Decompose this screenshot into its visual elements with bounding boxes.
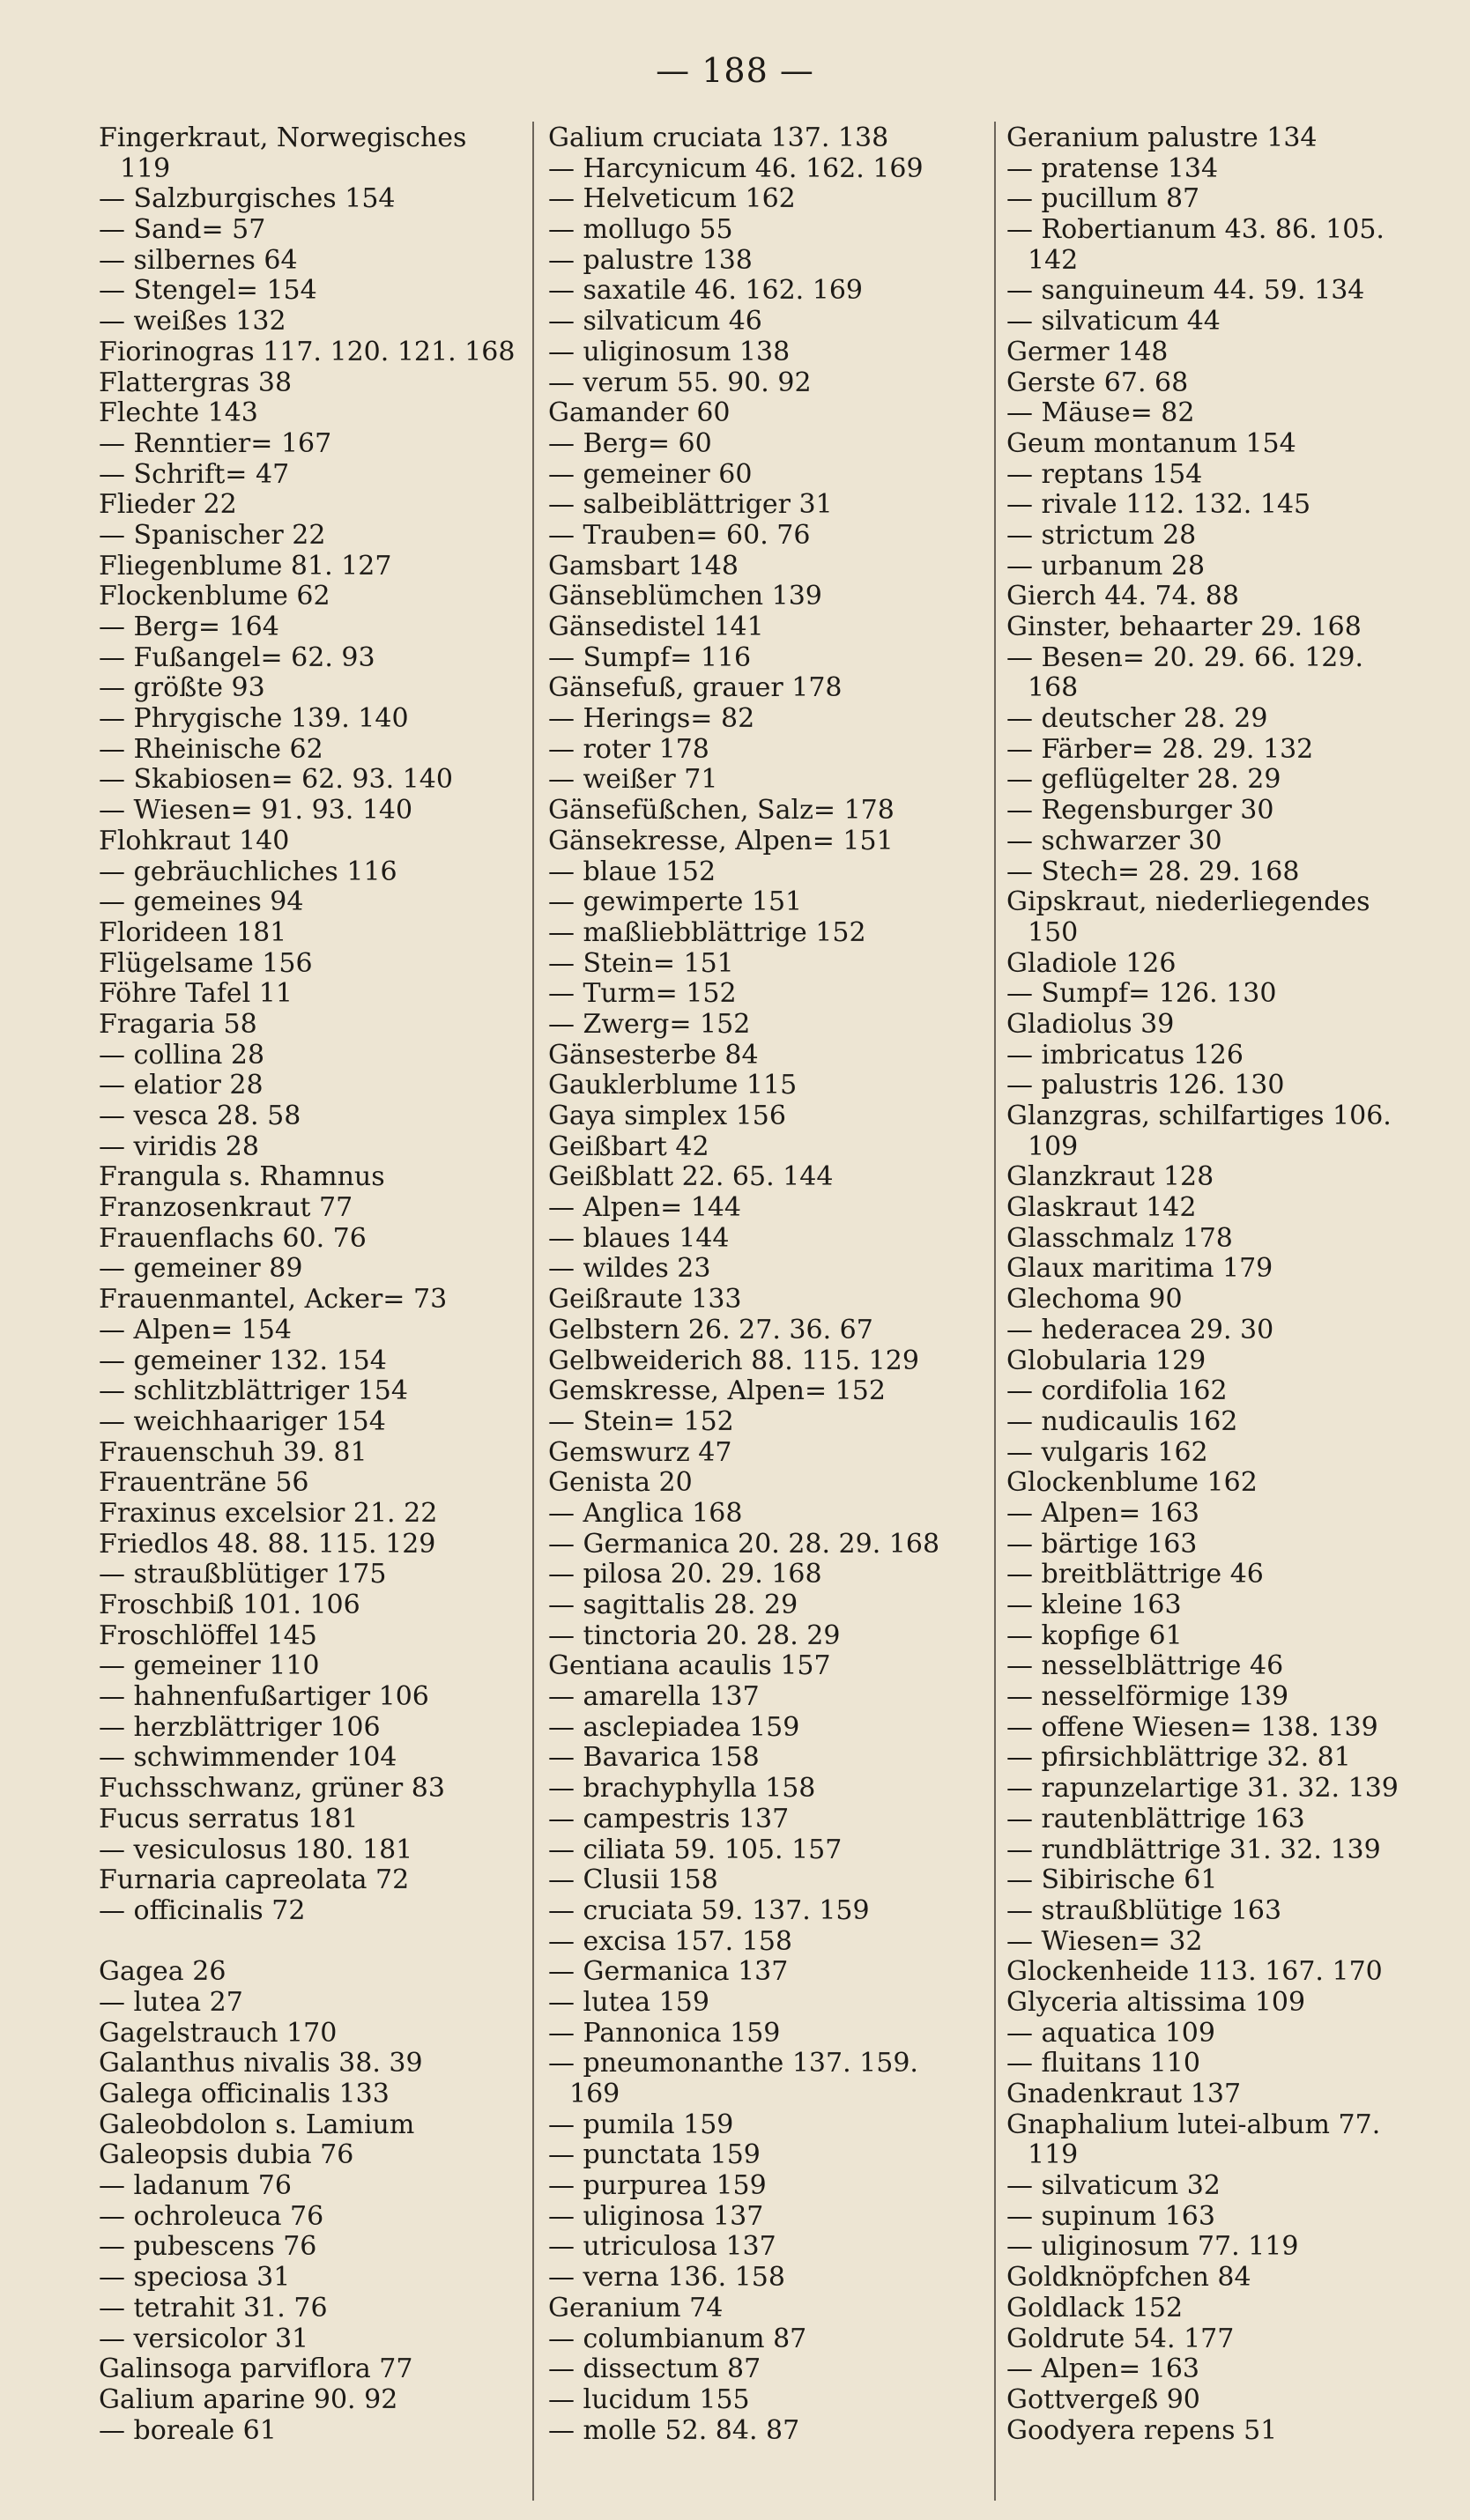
index-entry: — lutea 159 (548, 1986, 709, 2018)
index-entry: — blaue 152 (548, 856, 716, 887)
index-entry: Glyceria altissima 109 (1006, 1986, 1306, 2018)
index-entry: — asclepiadea 159 (548, 1711, 800, 1743)
index-entry: — uliginosum 77. 119 (1006, 2231, 1299, 2263)
index-entry: — lutea 27 (99, 1986, 243, 2018)
index-entry: 142 (1028, 244, 1079, 276)
index-entry: — Färber= 28. 29. 132 (1006, 733, 1314, 765)
index-entry: — Anglica 168 (548, 1497, 743, 1529)
index-entry: — gewimperte 151 (548, 886, 803, 918)
index-entry: — vesiculosus 180. 181 (99, 1834, 413, 1865)
index-entry: — versicolor 31 (99, 2323, 309, 2354)
index-entry: Glanzkraut 128 (1006, 1161, 1214, 1193)
index-entry: — Wiesen= 32 (1006, 1925, 1203, 1957)
index-entry: — deutscher 28. 29 (1006, 703, 1268, 735)
index-entry: — wildes 23 (548, 1253, 711, 1285)
index-entry: — verum 55. 90. 92 (548, 367, 812, 398)
index-entry: Goodyera repens 51 (1006, 2414, 1278, 2446)
index-entry: — pubescens 76 (99, 2231, 317, 2263)
index-entry: 168 (1028, 672, 1079, 704)
index-entry: — Helveticum 162 (548, 183, 796, 215)
index-entry: — Berg= 164 (99, 611, 279, 642)
index-entry: — Stengel= 154 (99, 275, 317, 307)
index-entry: Glechoma 90 (1006, 1284, 1183, 1316)
index-entry: — gebräuchliches 116 (99, 856, 397, 887)
index-entry: Frangula s. Rhamnus (99, 1161, 385, 1193)
index-entry: — Mäuse= 82 (1006, 397, 1195, 429)
index-entry: — silvaticum 46 (548, 306, 762, 337)
index-entry: — Alpen= 144 (548, 1192, 742, 1224)
index-entry: — cruciata 59. 137. 159 (548, 1894, 870, 1926)
index-entry: Globularia 129 (1006, 1345, 1206, 1376)
index-entry: — palustris 126. 130 (1006, 1070, 1285, 1101)
index-entry: — Alpen= 163 (1006, 1497, 1200, 1529)
index-entry: — Stech= 28. 29. 168 (1006, 856, 1300, 887)
index-entry: Föhre Tafel 11 (99, 978, 293, 1010)
index-entry: — Sand= 57 (99, 214, 266, 246)
index-entry: — vesca 28. 58 (99, 1101, 301, 1131)
index-entry: Geranium palustre 134 (1006, 122, 1318, 153)
index-entry: — Spanischer 22 (99, 519, 326, 551)
index-entry: Gelbstern 26. 27. 36. 67 (548, 1314, 873, 1345)
index-entry: Goldrute 54. 177 (1006, 2323, 1235, 2354)
index-entry: Geranium 74 (548, 2292, 724, 2324)
index-entry: Gipskraut, niederliegendes (1006, 886, 1370, 918)
index-entry: Gerste 67. 68 (1006, 367, 1189, 398)
index-entry: Gentiana acaulis 157 (548, 1650, 831, 1682)
index-entry: Flechte 143 (99, 397, 258, 429)
index-entry: — pneumonanthe 137. 159. (548, 2048, 918, 2079)
index-entry: Glockenheide 113. 167. 170 (1006, 1956, 1383, 1988)
index-entry: — uliginosum 138 (548, 336, 791, 367)
index-entry: — Rheinische 62 (99, 733, 323, 765)
index-entry: — Besen= 20. 29. 66. 129. (1006, 641, 1364, 673)
index-entry: Glasschmalz 178 (1006, 1222, 1233, 1254)
index-entry: Gauklerblume 115 (548, 1070, 798, 1101)
index-entry: Glockenblume 162 (1006, 1467, 1258, 1499)
index-entry: — ochroleuca 76 (99, 2200, 324, 2232)
index-entry: — rivale 112. 132. 145 (1006, 489, 1311, 521)
index-entry: — Wiesen= 91. 93. 140 (99, 795, 413, 826)
index-entry: 150 (1028, 916, 1079, 948)
index-entry: Gnadenkraut 137 (1006, 2079, 1242, 2109)
index-entry: Gänsefuß, grauer 178 (548, 672, 843, 704)
column-divider (532, 122, 534, 2501)
index-entry: Geißraute 133 (548, 1284, 742, 1316)
index-entry: Flattergras 38 (99, 367, 293, 398)
index-entry: — geflügelter 28. 29 (1006, 764, 1281, 796)
index-entry: — imbricatus 126 (1006, 1039, 1244, 1071)
index-entry: — nesselblättrige 46 (1006, 1650, 1284, 1682)
index-entry: — Schrift= 47 (99, 458, 290, 490)
index-entry: — pucillum 87 (1006, 183, 1200, 215)
index-entry: Glaux maritima 179 (1006, 1253, 1273, 1285)
index-entry: Gänsekresse, Alpen= 151 (548, 825, 894, 856)
index-entry: Flohkraut 140 (99, 825, 290, 856)
index-entry: — Phrygische 139. 140 (99, 703, 409, 735)
index-entry: — rundblättrige 31. 32. 139 (1006, 1834, 1381, 1865)
index-entry: — Herings= 82 (548, 703, 755, 735)
index-entry: — blaues 144 (548, 1222, 730, 1254)
index-entry: — urbanum 28 (1006, 550, 1206, 582)
index-entry: — amarella 137 (548, 1681, 760, 1713)
page-number: — 188 — (656, 51, 814, 90)
index-entry: — bärtige 163 (1006, 1528, 1198, 1560)
index-entry: — dissectum 87 (548, 2353, 761, 2385)
index-entry: 169 (569, 2079, 620, 2109)
index-entry: — schwimmender 104 (99, 1742, 397, 1774)
index-entry: — ciliata 59. 105. 157 (548, 1834, 843, 1865)
index-entry: Furnaria capreolata 72 (99, 1864, 410, 1896)
index-entry: Gemskresse, Alpen= 152 (548, 1375, 886, 1407)
index-entry: Gottvergeß 90 (1006, 2383, 1200, 2415)
index-entry: Gamander 60 (548, 397, 731, 429)
index-entry: — tinctoria 20. 28. 29 (548, 1619, 841, 1651)
index-entry: — straußblütige 163 (1006, 1894, 1282, 1926)
index-entry: Geum montanum 154 (1006, 427, 1296, 459)
index-entry: Gänsesterbe 84 (548, 1039, 759, 1071)
index-entry: Glaskraut 142 (1006, 1192, 1197, 1224)
index-entry: — Turm= 152 (548, 978, 737, 1010)
index-entry: — hahnenfußartiger 106 (99, 1681, 429, 1713)
index-entry: — purpurea 159 (548, 2170, 767, 2202)
index-entry: — hederacea 29. 30 (1006, 1314, 1274, 1345)
index-entry: Ginster, behaarter 29. 168 (1006, 611, 1362, 642)
index-entry: — Fußangel= 62. 93 (99, 641, 375, 673)
index-entry: Fragaria 58 (99, 1008, 257, 1040)
index-entry: — mollugo 55 (548, 214, 733, 246)
index-entry: Fingerkraut, Norwegisches (99, 122, 467, 153)
index-entry: — gemeines 94 (99, 886, 304, 918)
index-entry: — maßliebblättrige 152 (548, 916, 866, 948)
index-entry: — Sumpf= 126. 130 (1006, 978, 1277, 1010)
index-entry: — ladanum 76 (99, 2170, 292, 2202)
index-entry: Fraxinus excelsior 21. 22 (99, 1497, 438, 1529)
index-entry: Flieder 22 (99, 489, 237, 521)
index-entry: — Bavarica 158 (548, 1742, 760, 1774)
index-entry: — pumila 159 (548, 2109, 734, 2140)
index-entry: Gnaphalium lutei-album 77. (1006, 2109, 1381, 2140)
index-entry: — campestris 137 (548, 1803, 790, 1834)
index-entry: Gelbweiderich 88. 115. 129 (548, 1345, 919, 1376)
index-entry: — silbernes 64 (99, 244, 298, 276)
index-entry: — Skabiosen= 62. 93. 140 (99, 764, 453, 796)
index-entry: — saxatile 46. 162. 169 (548, 275, 863, 307)
index-entry: Galanthus nivalis 38. 39 (99, 2048, 423, 2079)
index-entry: — offene Wiesen= 138. 139 (1006, 1711, 1378, 1743)
index-entry: — Pannonica 159 (548, 2017, 781, 2049)
index-entry: — palustre 138 (548, 244, 753, 276)
index-entry: — gemeiner 110 (99, 1650, 320, 1682)
index-entry: — punctata 159 (548, 2139, 761, 2171)
index-entry: — collina 28 (99, 1039, 265, 1071)
index-entry: Glanzgras, schilfartiges 106. (1006, 1101, 1392, 1131)
index-entry: Gierch 44. 74. 88 (1006, 581, 1239, 612)
index-entry: Galinsoga parviflora 77 (99, 2353, 413, 2385)
index-entry: — nudicaulis 162 (1006, 1405, 1238, 1437)
index-entry: Galeopsis dubia 76 (99, 2139, 354, 2171)
index-entry: — Renntier= 167 (99, 427, 332, 459)
index-entry: — gemeiner 132. 154 (99, 1345, 387, 1376)
index-entry: — boreale 61 (99, 2414, 277, 2446)
index-entry: Froschlöffel 145 (99, 1619, 317, 1651)
index-entry: — Clusii 158 (548, 1864, 718, 1896)
index-entry: Fliegenblume 81. 127 (99, 550, 392, 582)
index-entry: — fluitans 110 (1006, 2048, 1200, 2079)
index-entry: Flügelsame 156 (99, 947, 313, 979)
index-entry: — weichhaariger 154 (99, 1405, 386, 1437)
index-entry: — gemeiner 89 (99, 1253, 303, 1285)
index-entry: — Sibirische 61 (1006, 1864, 1218, 1896)
index-entry: — silvaticum 32 (1006, 2170, 1221, 2202)
index-entry: Geißblatt 22. 65. 144 (548, 1161, 834, 1193)
index-entry: Friedlos 48. 88. 115. 129 (99, 1528, 436, 1560)
index-entry: 119 (120, 152, 171, 184)
index-entry: — Berg= 60 (548, 427, 712, 459)
index-entry: — reptans 154 (1006, 458, 1203, 490)
index-entry: — pfirsichblättrige 32. 81 (1006, 1742, 1351, 1774)
index-entry: — speciosa 31 (99, 2262, 291, 2294)
index-entry: Florideen 181 (99, 916, 287, 948)
index-entry: — salbeiblättriger 31 (548, 489, 833, 521)
index-entry: Frauenträne 56 (99, 1467, 309, 1499)
index-entry: — sanguineum 44. 59. 134 (1006, 275, 1365, 307)
index-entry: — tetrahit 31. 76 (99, 2292, 328, 2324)
index-entry: — Stein= 151 (548, 947, 734, 979)
index-entry: — aquatica 109 (1006, 2017, 1215, 2049)
index-entry: Frauenmantel, Acker= 73 (99, 1284, 448, 1316)
index-entry: Gladiole 126 (1006, 947, 1177, 979)
index-entry: — elatior 28 (99, 1070, 264, 1101)
index-entry: — Salzburgisches 154 (99, 183, 396, 215)
index-entry: — utriculosa 137 (548, 2231, 776, 2263)
index-entry: — schwarzer 30 (1006, 825, 1222, 856)
index-entry: Frauenschuh 39. 81 (99, 1436, 368, 1468)
index-entry: — Germanica 137 (548, 1956, 789, 1988)
index-entry: — pratense 134 (1006, 152, 1219, 184)
index-entry: — viridis 28 (99, 1130, 259, 1162)
index-entry: Galeobdolon s. Lamium (99, 2109, 415, 2140)
index-entry: — vulgaris 162 (1006, 1436, 1208, 1468)
index-entry: — cordifolia 162 (1006, 1375, 1228, 1407)
index-entry: — herzblättriger 106 (99, 1711, 381, 1743)
index-entry: — lucidum 155 (548, 2383, 750, 2415)
index-entry: Froschbiß 101. 106 (99, 1590, 360, 1620)
index-entry: — brachyphylla 158 (548, 1773, 816, 1805)
index-entry: Gladiolus 39 (1006, 1008, 1175, 1040)
index-entry: — weißes 132 (99, 306, 286, 337)
index-entry: Gaya simplex 156 (548, 1101, 786, 1131)
index-entry: — gemeiner 60 (548, 458, 753, 490)
index-entry: — kleine 163 (1006, 1590, 1182, 1620)
index-column-2 (548, 123, 978, 2446)
index-entry: — molle 52. 84. 87 (548, 2414, 800, 2446)
index-entry: — weißer 71 (548, 764, 718, 796)
index-entry: 119 (1028, 2139, 1079, 2171)
index-entry: — größte 93 (99, 672, 265, 704)
index-entry: Franzosenkraut 77 (99, 1192, 353, 1224)
index-entry: — Alpen= 163 (1006, 2353, 1200, 2385)
index-entry: Genista 20 (548, 1467, 693, 1499)
index-entry: — Stein= 152 (548, 1405, 734, 1437)
index-entry: — breitblättrige 46 (1006, 1559, 1264, 1590)
index-entry: — Robertianum 43. 86. 105. (1006, 214, 1385, 246)
index-entry: — Alpen= 154 (99, 1314, 293, 1345)
index-entry: — pilosa 20. 29. 168 (548, 1559, 822, 1590)
index-entry: Galium aparine 90. 92 (99, 2383, 398, 2415)
index-entry: Galega officinalis 133 (99, 2079, 390, 2109)
index-entry: — supinum 163 (1006, 2200, 1215, 2232)
index-entry: Goldknöpfchen 84 (1006, 2262, 1251, 2294)
index-entry: — nesselförmige 139 (1006, 1681, 1289, 1713)
index-entry: — columbianum 87 (548, 2323, 807, 2354)
index-entry: — schlitzblättriger 154 (99, 1375, 408, 1407)
index-entry: — strictum 28 (1006, 519, 1197, 551)
index-entry: 109 (1028, 1130, 1079, 1162)
index-entry: — Harcynicum 46. 162. 169 (548, 152, 924, 184)
column-divider (994, 122, 996, 2501)
index-entry: — Regensburger 30 (1006, 795, 1274, 826)
index-entry: Gänseblümchen 139 (548, 581, 822, 612)
index-entry: Gänsedistel 141 (548, 611, 764, 642)
index-entry: — Germanica 20. 28. 29. 168 (548, 1528, 940, 1560)
index-entry: Fuchsschwanz, grüner 83 (99, 1773, 445, 1805)
index-entry: — kopfige 61 (1006, 1619, 1183, 1651)
index-entry: Geißbart 42 (548, 1130, 709, 1162)
index-entry: — Trauben= 60. 76 (548, 519, 811, 551)
index-entry: — rautenblättrige 163 (1006, 1803, 1305, 1834)
index-entry: Gemswurz 47 (548, 1436, 732, 1468)
index-entry: Gänsefüßchen, Salz= 178 (548, 795, 895, 826)
section-gap (99, 1927, 517, 1958)
index-entry: Frauenflachs 60. 76 (99, 1222, 367, 1254)
index-entry: — roter 178 (548, 733, 709, 765)
index-entry: — uliginosa 137 (548, 2200, 764, 2232)
index-entry: — officinalis 72 (99, 1894, 306, 1926)
index-entry: Goldlack 152 (1006, 2292, 1184, 2324)
index-entry: — straußblütiger 175 (99, 1559, 387, 1590)
index-entry: Fiorinogras 117. 120. 121. 168 (99, 336, 516, 367)
index-entry: — silvaticum 44 (1006, 306, 1221, 337)
index-entry: — rapunzelartige 31. 32. 139 (1006, 1773, 1399, 1805)
index-entry: Gagelstrauch 170 (99, 2017, 338, 2049)
index-entry: Germer 148 (1006, 336, 1169, 367)
index-entry: Fucus serratus 181 (99, 1803, 359, 1834)
index-entry: — Sumpf= 116 (548, 641, 752, 673)
index-column-1 (99, 123, 517, 2446)
index-entry: — Zwerg= 152 (548, 1008, 751, 1040)
index-entry: Gamsbart 148 (548, 550, 739, 582)
index-entry: — excisa 157. 158 (548, 1925, 793, 1957)
index-entry: — sagittalis 28. 29 (548, 1590, 798, 1620)
index-entry: Gagea 26 (99, 1956, 226, 1988)
index-entry: Galium cruciata 137. 138 (548, 122, 889, 153)
index-entry: Flockenblume 62 (99, 581, 330, 612)
index-entry: — verna 136. 158 (548, 2262, 785, 2294)
index-column-3 (1006, 123, 1447, 2446)
